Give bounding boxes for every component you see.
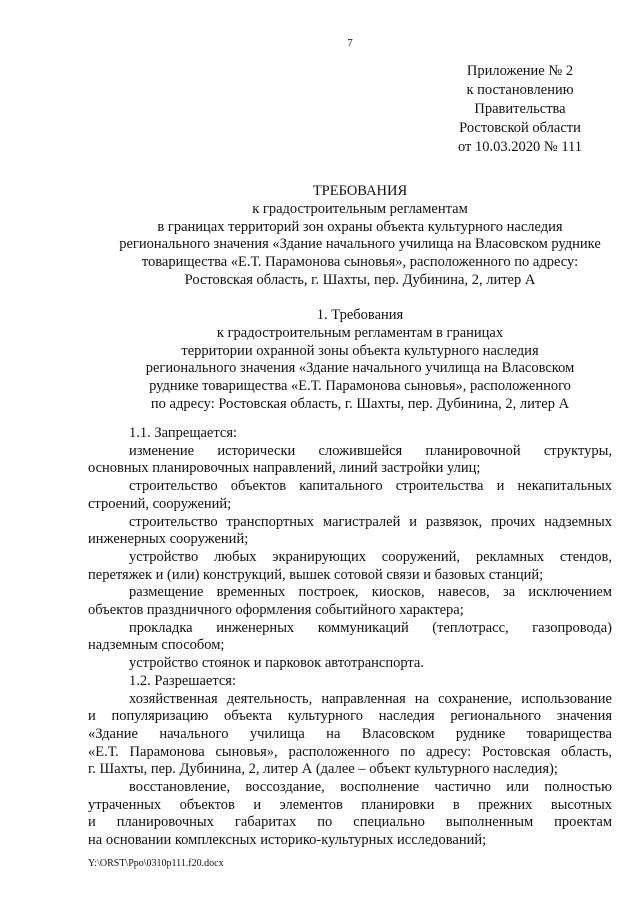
file-path-footer: Y:\ORST\Ppo\0310p111.f20.docx bbox=[88, 858, 224, 869]
body-line: инженерных сооружений; bbox=[88, 531, 249, 548]
body-line: утраченных объектов и элементов планировки в прежних высотных bbox=[88, 796, 612, 813]
appendix-line: Ростовской области bbox=[459, 120, 581, 136]
title-line: товарищества «Е.Т. Парамонова сыновья», расположенного по адресу: bbox=[141, 254, 579, 271]
appendix-line: к постановлению bbox=[466, 82, 574, 98]
document-body bbox=[88, 425, 612, 850]
body-line: на основании комплексных историко-культурных исследований; bbox=[88, 832, 487, 849]
appendix-line: Правительства bbox=[474, 101, 566, 117]
section-line: 1. Требования bbox=[316, 307, 404, 323]
body-line: прокладка инженерных коммуникаций (теплотрасс, газопровода) bbox=[129, 619, 612, 636]
appendix-line: от 10.03.2020 № 111 bbox=[457, 139, 583, 155]
body-line: надземным способом; bbox=[88, 637, 225, 654]
title-line: к градостроительным регламентам bbox=[252, 200, 468, 217]
section-line: по адресу: Ростовская область, г. Шахты, пер. Дубинина, 2, литер А bbox=[150, 395, 570, 412]
body-line: г. Шахты, пер. Дубинина, 2, литер А (далее – объект культурного наследия); bbox=[88, 761, 558, 778]
title-line: в границах территорий зон охраны объекта культурного наследия bbox=[157, 218, 563, 235]
appendix-line: Приложение № 2 bbox=[466, 63, 574, 79]
section-line: руднике товарищества «Е.Т. Парамонова сыновья», расположенного bbox=[149, 378, 571, 395]
body-line: 1.1. Запрещается: bbox=[129, 425, 238, 441]
body-line: перетяжек и (или) конструкций, вышек сотовой связи и базовых станций; bbox=[88, 566, 544, 583]
body-line: устройство любых экранирующих сооружений, рекламных стендов, bbox=[129, 548, 612, 565]
body-line: «Здание начального училища на Власовском руднике товарищества bbox=[88, 725, 612, 742]
section-line: регионального значения «Здание начального училища на Власовском bbox=[145, 360, 575, 377]
body-line: строительство объектов капитального строительства и некапитальных bbox=[129, 478, 612, 495]
body-line: 1.2. Разрешается: bbox=[129, 672, 236, 689]
body-line: объектов праздничного оформления событийного характера; bbox=[88, 602, 464, 619]
body-line: размещение временных построек, киосков, навесов, за исключением bbox=[129, 584, 612, 601]
title-heading: ТРЕБОВАНИЯ bbox=[312, 183, 408, 199]
body-line: восстановление, воссоздание, восполнение частично или полностью bbox=[129, 779, 612, 796]
body-line: хозяйственная деятельность, направленная на сохранение, использование bbox=[129, 690, 612, 707]
body-line: и планировочных габаритах по специально выполненным проектам bbox=[88, 814, 612, 831]
body-line: изменение исторически сложившейся планировочной структуры, bbox=[129, 442, 612, 459]
title-line: регионального значения «Здание начального училища на Власовском руднике bbox=[119, 236, 601, 253]
document-title bbox=[80, 183, 640, 290]
title-line: Ростовская область, г. Шахты, пер. Дубинина, 2, литер А bbox=[184, 271, 536, 288]
body-line: и популяризацию объекта культурного наследия регионального значения bbox=[88, 708, 612, 725]
body-line: основных планировочных направлений, линий застройки улиц; bbox=[88, 460, 481, 477]
appendix-header bbox=[440, 62, 600, 157]
body-line: строений, сооружений; bbox=[88, 495, 232, 512]
body-line: строительство транспортных магистралей и развязок, прочих надземных bbox=[129, 513, 612, 530]
section-line: к градостроительным регламентам в границах bbox=[216, 324, 504, 341]
page-number: 7 bbox=[347, 37, 353, 49]
section-heading bbox=[80, 307, 640, 414]
body-line: устройство стоянок и парковок автотранспорта. bbox=[129, 655, 424, 672]
body-line: «Е.Т. Парамонова сыновья», расположенного по адресу: Ростовская область, bbox=[88, 743, 612, 760]
section-line: территории охранной зоны объекта культурного наследия bbox=[181, 342, 539, 359]
